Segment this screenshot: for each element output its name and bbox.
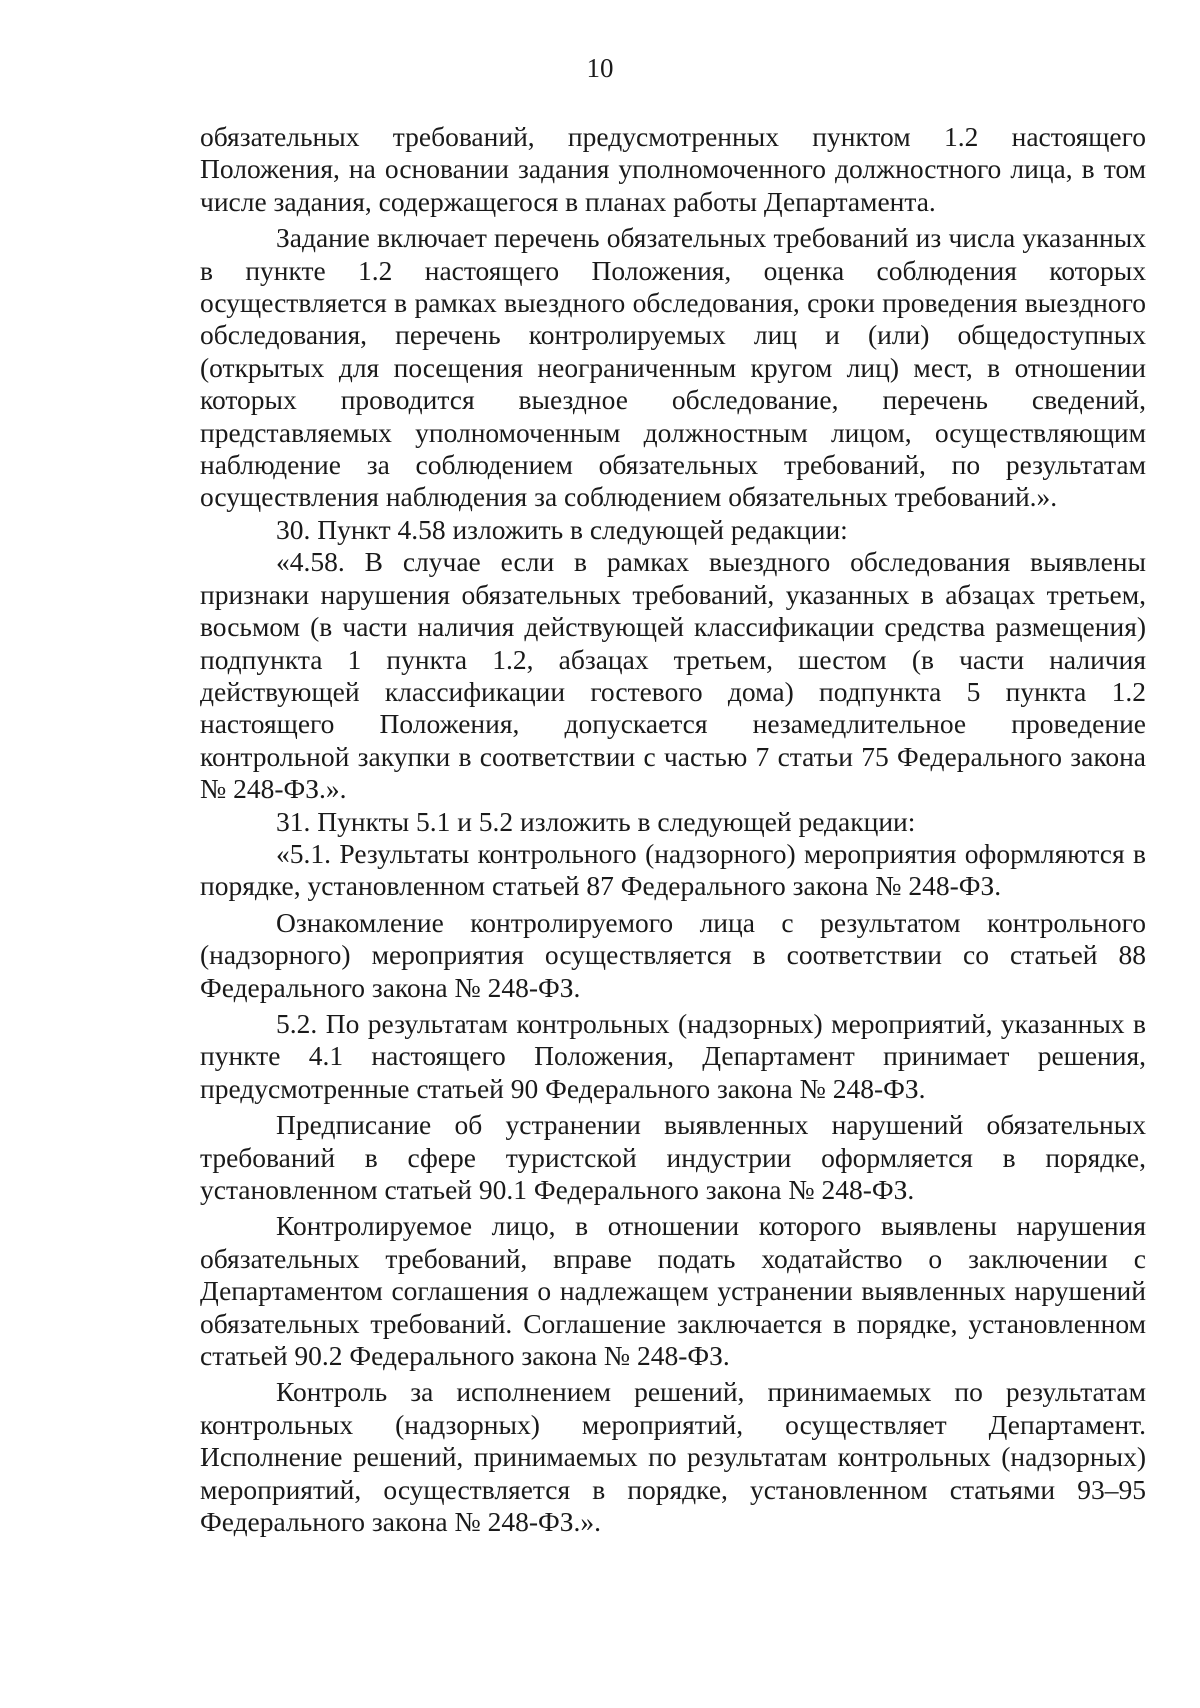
paragraph-clause-4-58: «4.58. В случае если в рамках выездного обследования выявлены признаки нарушения обязательных требований, указанных в абзацах третьем, восьмом (в части наличия действующей классификации средства размещения) подпункта 1 пункта 1.2, абзацах третьем, шестом (в части наличия действующей классификации гостевого дома) подпункта 5 пункта 1.2 настоящего Положения, допускается незамедлительное проведение контрольной закупки в соответствии с частью 7 статьи 75 Федерального закона № 248-ФЗ.». (200, 546, 1146, 805)
paragraph-item-31: 31. Пункты 5.1 и 5.2 изложить в следующей редакции: (276, 805, 916, 837)
paragraph-prescription: Предписание об устранении выявленных нарушений обязательных требований в сфере туристской индустрии оформляется в порядке, установленном статьей 90.1 Федерального закона № 248-ФЗ. (200, 1109, 1146, 1205)
paragraph-clause-5-1: «5.1. Результаты контрольного (надзорного) мероприятия оформляются в порядке, установленном статьей 87 Федерального закона № 248-ФЗ. (200, 837, 1146, 902)
paragraph-task-contents: Задание включает перечень обязательных требований из числа указанных в пункте 1.2 настоящего Положения, оценка соблюдения которых осуществляется в рамках выездного обследования, сроки проведения выездного обследования, перечень контролируемых лиц и (или) общедоступных (открытых для посещения неограниченным кругом лиц) мест, в отношении которых проводится выездное обследование, перечень сведений, представляемых уполномоченным должностным лицом, осуществляющим наблюдение за соблюдением обязательных требований, по результатам осуществления наблюдения за соблюдением обязательных требований.». (200, 222, 1146, 513)
paragraph-item-30: 30. Пункт 4.58 изложить в следующей редакции: (276, 513, 848, 545)
paragraph-continuation: обязательных требований, предусмотренных пунктом 1.2 настоящего Положения, на основании задания уполномоченного должностного лица, в том числе задания, содержащегося в планах работы Департамента. (200, 121, 1146, 217)
document-body (200, 121, 1146, 1538)
paragraph-enforcement-control: Контроль за исполнением решений, принимаемых по результатам контрольных (надзорных) мероприятий, осуществляет Департамент. Исполнение решений, принимаемых по результатам контрольных (надзорных) мероприятий, осуществляется в порядке, установленном статьями 93–95 Федерального закона № 248-ФЗ.». (200, 1376, 1146, 1538)
paragraph-clause-5-2: 5.2. По результатам контрольных (надзорных) мероприятий, указанных в пункте 4.1 настоящего Положения, Департамент принимает решения, предусмотренные статьей 90 Федерального закона № 248-ФЗ. (200, 1007, 1146, 1104)
paragraph-agreement: Контролируемое лицо, в отношении которого выявлены нарушения обязательных требований, вправе подать ходатайство о заключении с Департаментом соглашения о надлежащем устранении выявленных нарушений обязательных требований. Соглашение заключается в порядке, установленном статьей 90.2 Федерального закона № 248-ФЗ. (200, 1210, 1146, 1372)
paragraph-familiarization: Ознакомление контролируемого лица с результатом контрольного (надзорного) мероприятия осуществляется в соответствии со статьей 88 Федерального закона № 248-ФЗ. (200, 906, 1146, 1003)
page-number: 10 (586, 53, 614, 83)
